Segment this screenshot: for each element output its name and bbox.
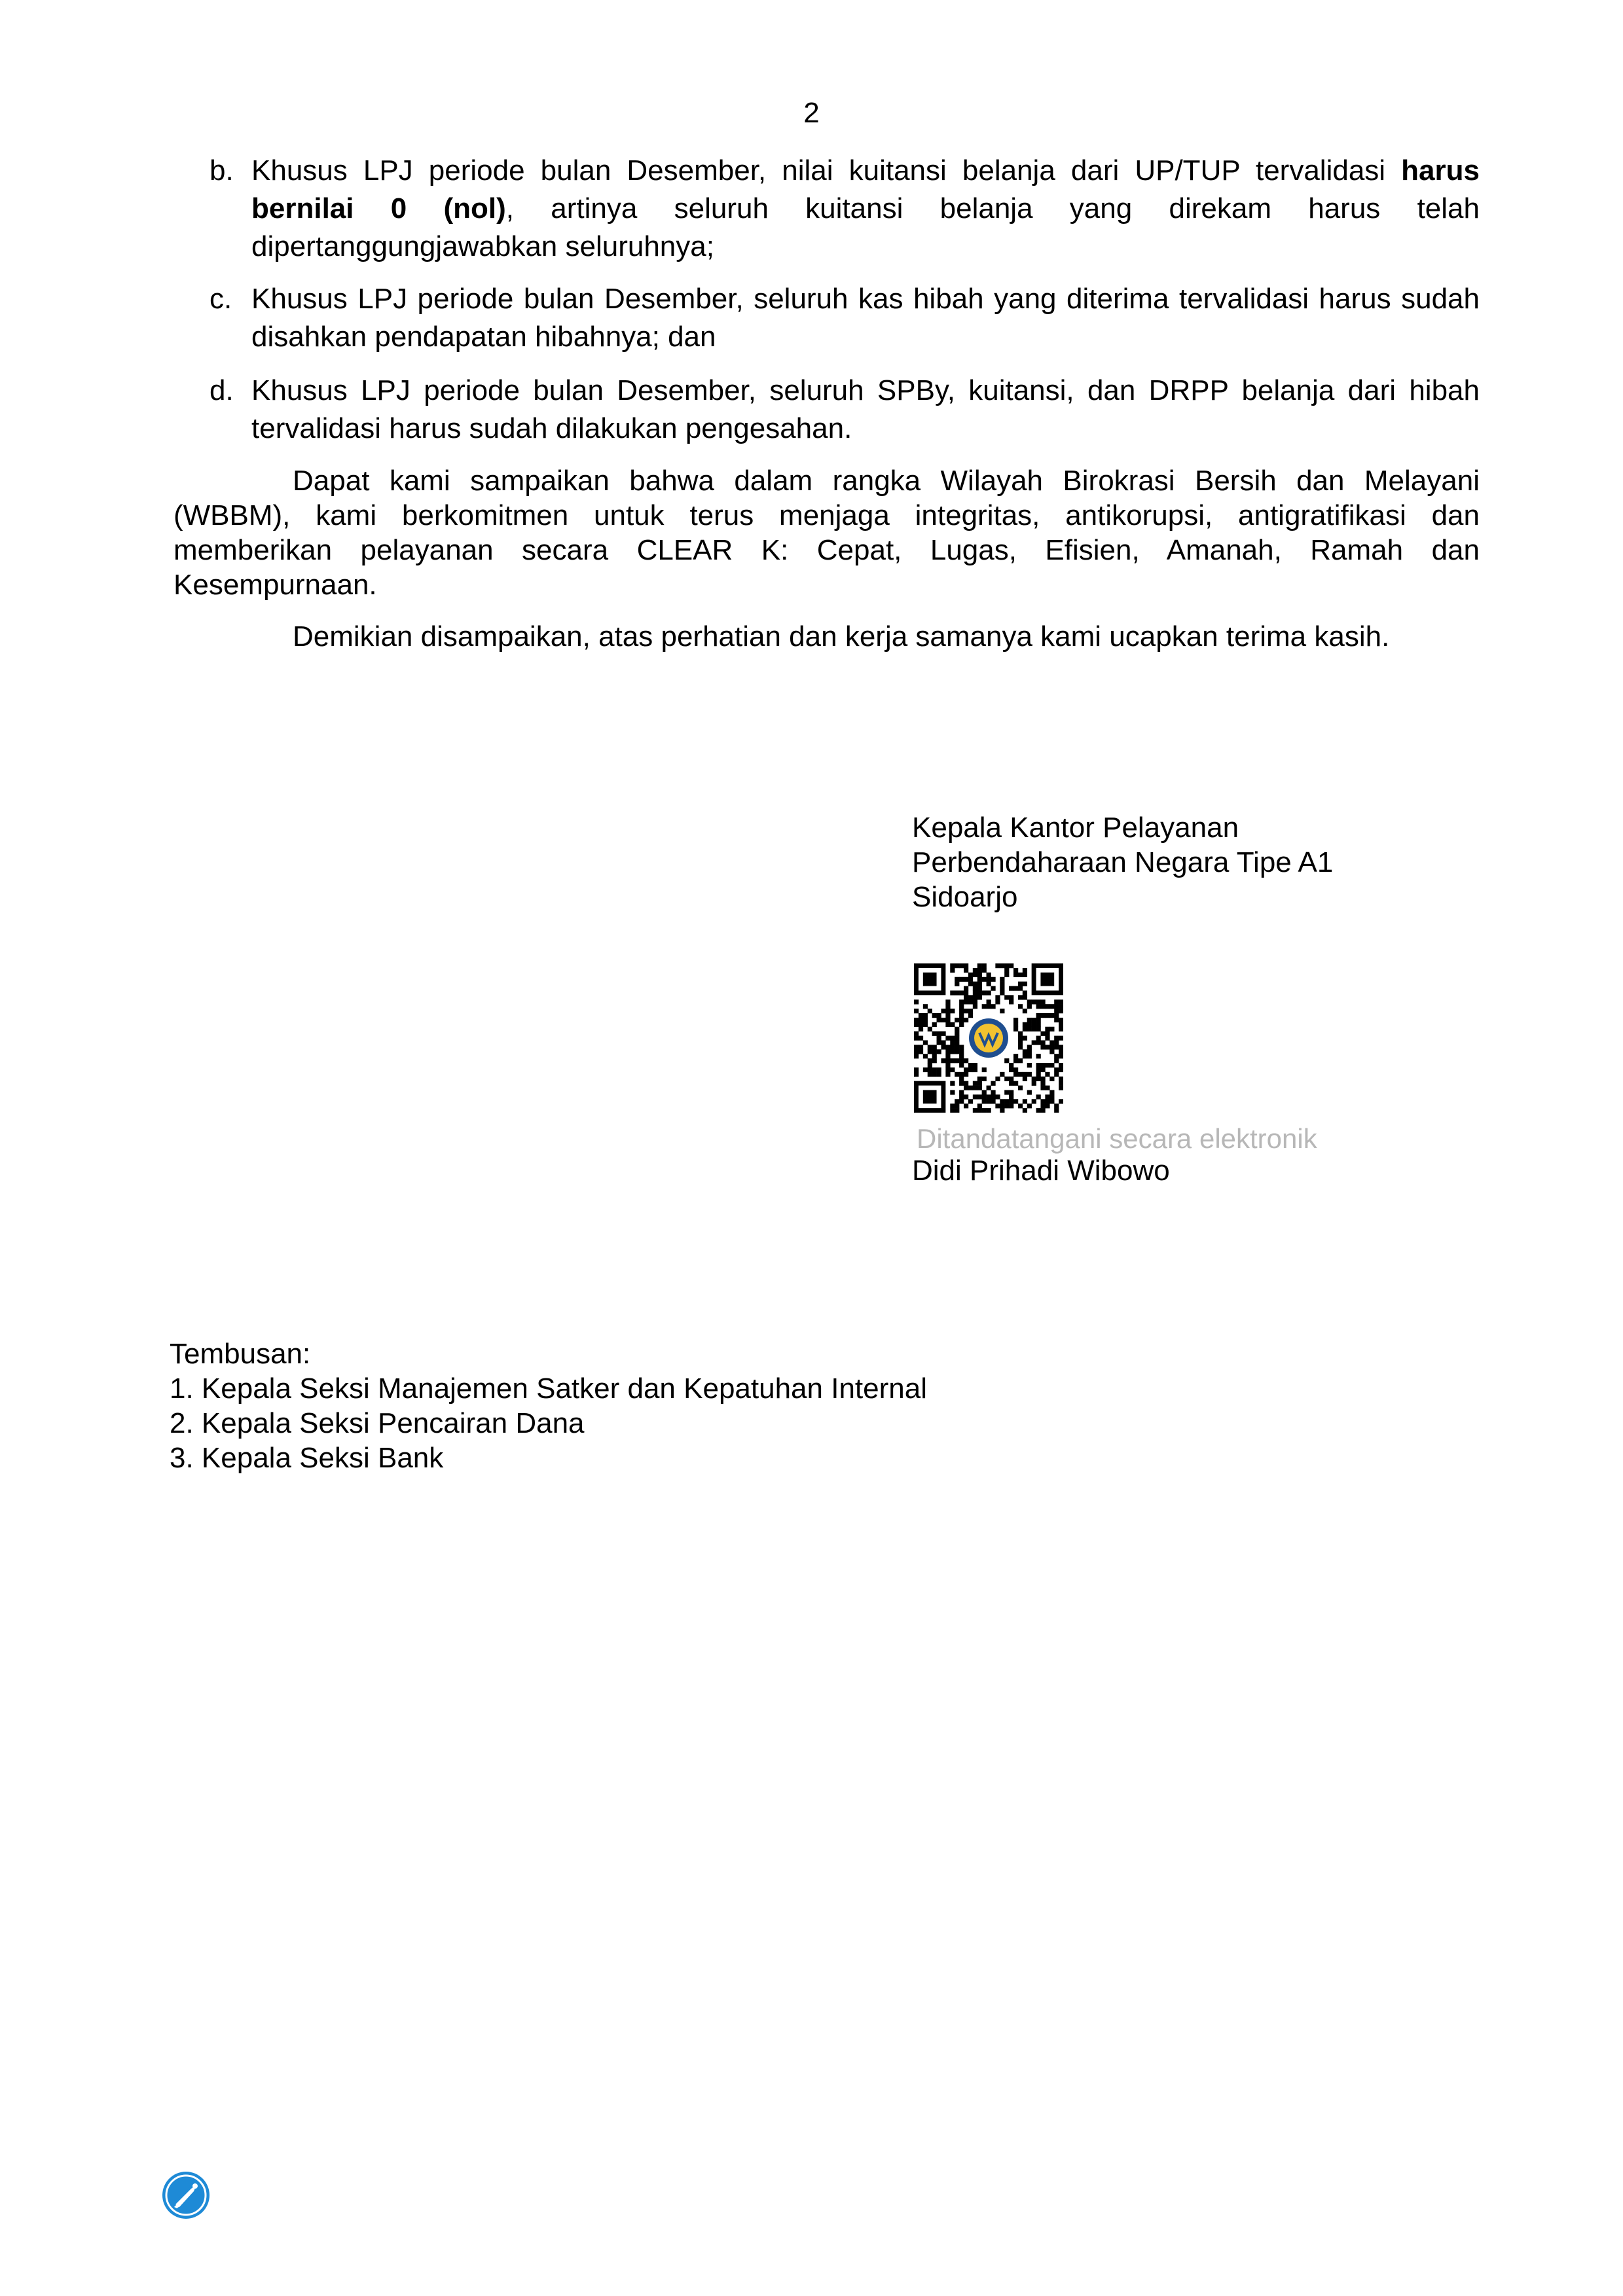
footer-logo-icon — [161, 2170, 211, 2220]
ministry-emblem-icon — [965, 1014, 1012, 1062]
position-line: Kepala Kantor Pelayanan — [912, 812, 1239, 844]
emphasis-text: harus bernilai 0 (nol) — [251, 154, 1480, 224]
signer-name: Didi Prihadi Wibowo — [912, 1155, 1170, 1187]
list-item-text: Khusus LPJ periode bulan Desember, seluruh SPBy, kuitansi, dan DRPP belanja dari hibah tervalidasi harus sudah dilakukan pengesahan. — [251, 374, 1480, 444]
list-item-text: Khusus LPJ periode bulan Desember, nilai kuitansi belanja dari UP/TUP tervalidasi harus bernilai 0 (nol), artinya seluruh kuitansi belanja yang direkam harus telah dipertanggungjawabkan seluruhnya; — [251, 154, 1480, 262]
list-item-text: Khusus LPJ periode bulan Desember, seluruh kas hibah yang diterima tervalidasi harus sudah disahkan pendapatan hibahnya; dan — [251, 283, 1480, 353]
tembusan-item: 1. Kepala Seksi Manajemen Satker dan Kepatuhan Internal — [170, 1372, 927, 1405]
signature-position — [912, 810, 1501, 914]
tembusan-item: 3. Kepala Seksi Bank — [170, 1442, 444, 1474]
tembusan-title: Tembusan: — [170, 1338, 311, 1370]
tembusan-item: 2. Kepala Seksi Pencairan Dana — [170, 1407, 585, 1439]
qr-code-icon — [914, 963, 1063, 1113]
list-marker: c. — [210, 283, 232, 315]
electronic-signature-note: Ditandatangani secara elektronik — [917, 1123, 1317, 1154]
tembusan-section — [170, 1336, 927, 1475]
paragraph-wbbm: Dapat kami sampaikan bahwa dalam rangka Wilayah Birokrasi Bersih dan Melayani (WBBM), kami berkomitmen untuk terus menjaga integritas, antikorupsi, antigratifikasi dan memberikan pelayanan secara CLEAR K: Cepat, Lugas, Efisien, Amanah, Ramah dan Kesempurnaan. — [173, 465, 1480, 601]
position-line: Sidoarjo — [912, 881, 1018, 913]
paragraph-closing: Demikian disampaikan, atas perhatian dan kerja samanya kami ucapkan terima kasih. — [293, 620, 1390, 653]
page-number: 2 — [803, 97, 820, 129]
list-marker: b. — [210, 154, 234, 187]
position-line: Perbendaharaan Negara Tipe A1 — [912, 846, 1334, 878]
list-marker: d. — [210, 374, 234, 406]
